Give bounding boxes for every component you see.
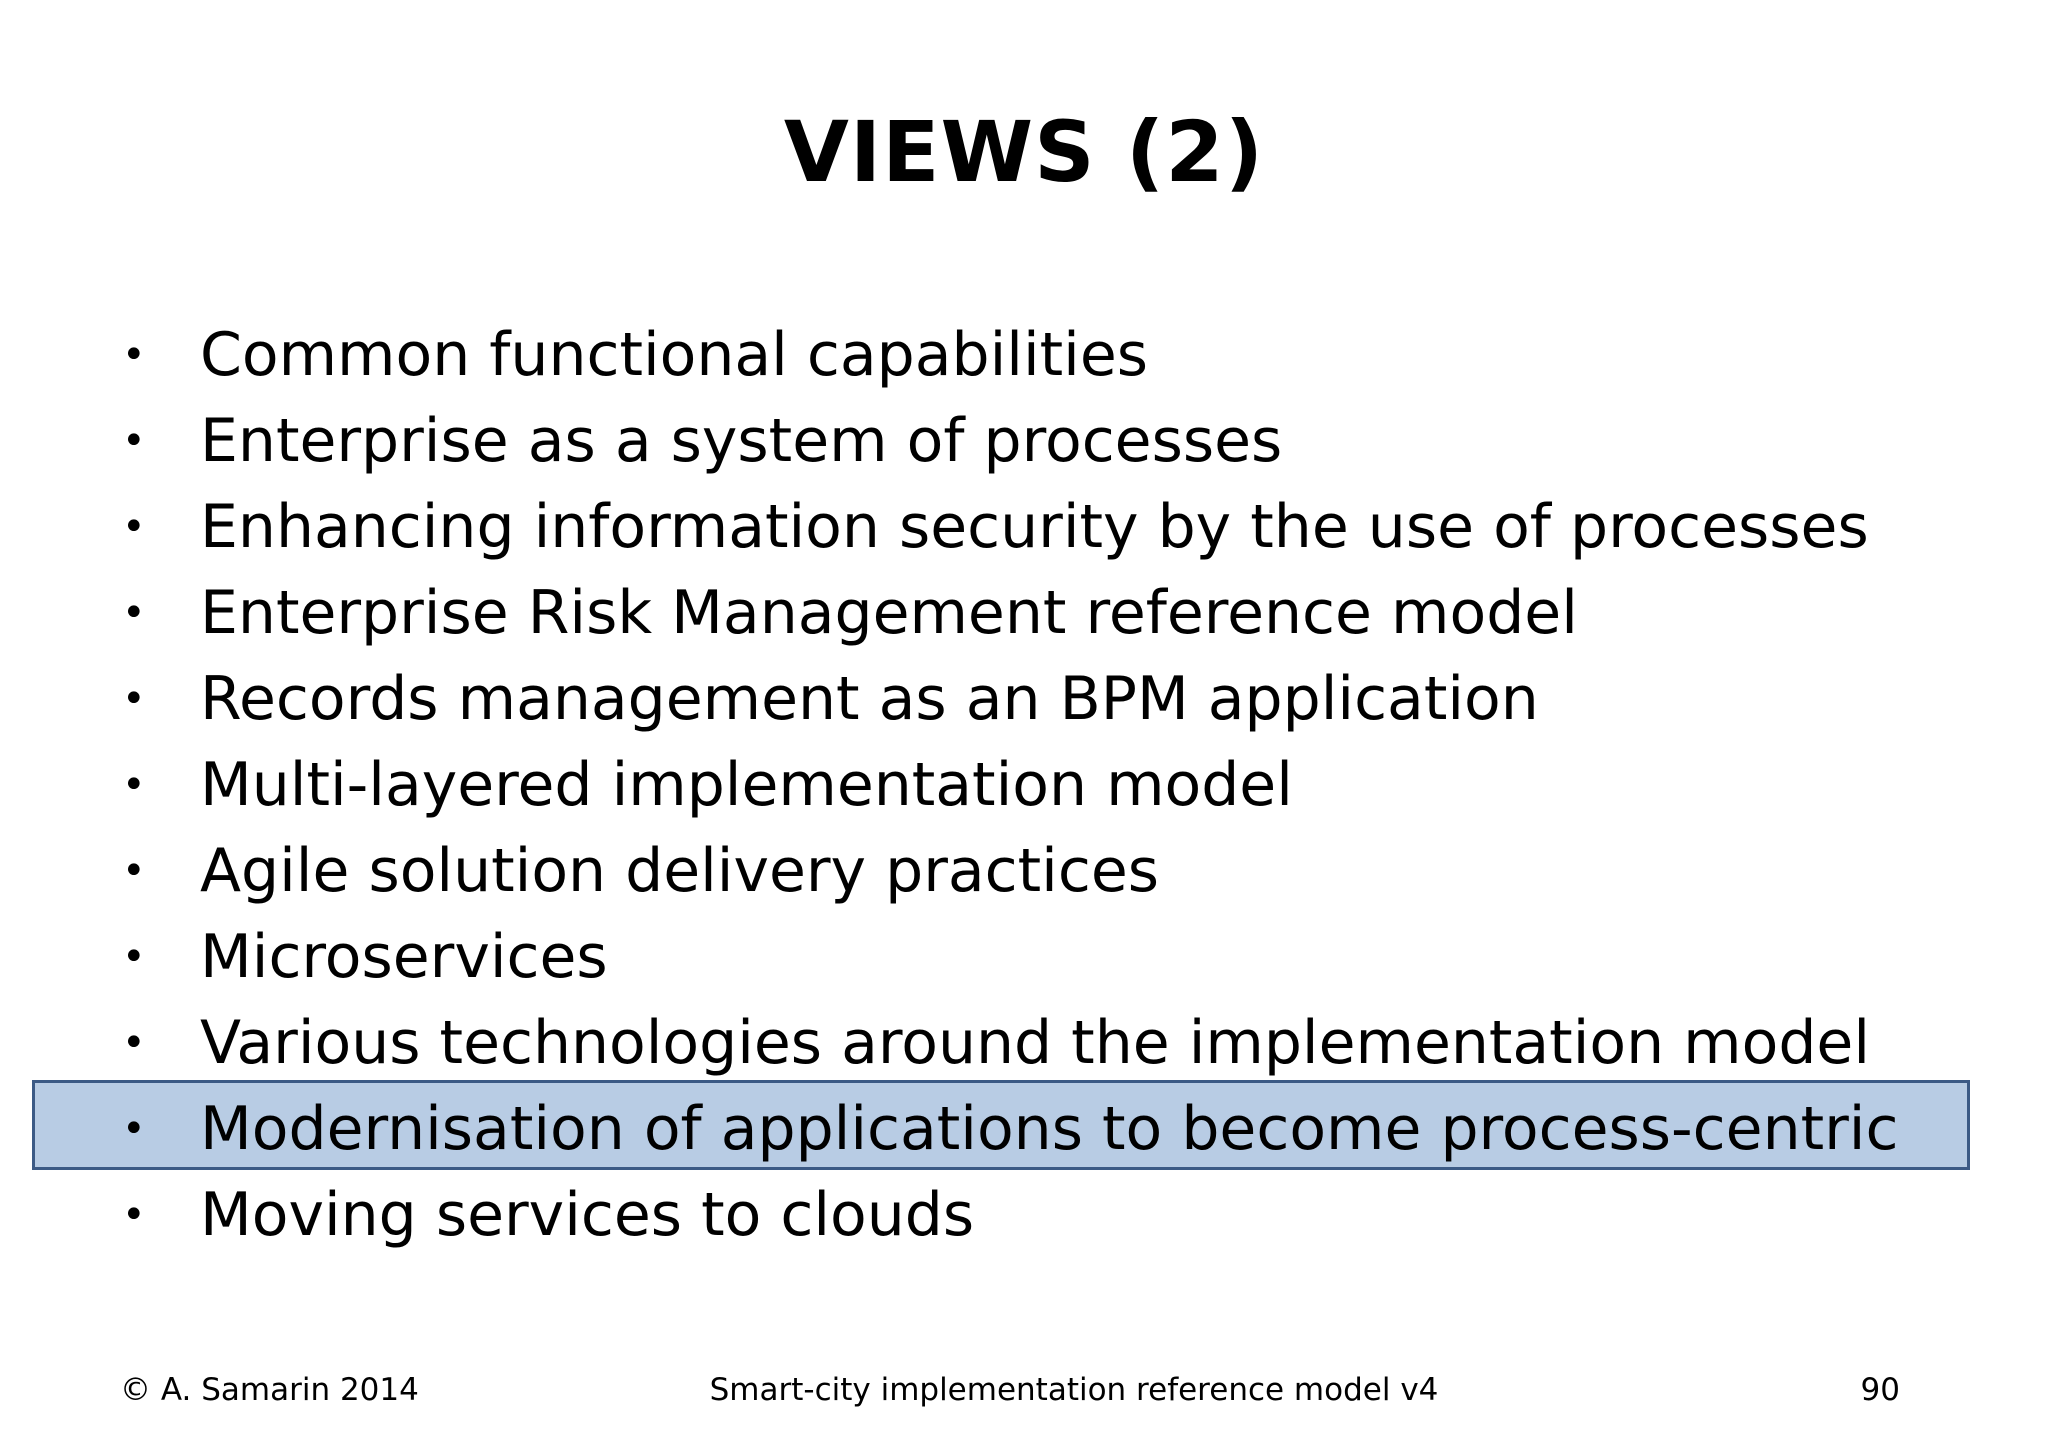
bullet-text: Modernisation of applications to become process-centric xyxy=(200,1094,1899,1164)
bullet-text: Common functional capabilities xyxy=(200,320,1148,390)
bullet-dot-icon: • xyxy=(122,848,146,894)
bullet-item xyxy=(0,742,2048,828)
bullet-dot-icon: • xyxy=(122,1020,146,1066)
bullet-item xyxy=(0,914,2048,1000)
bullet-dot-icon: • xyxy=(122,762,146,808)
footer-copyright: © A. Samarin 2014 xyxy=(120,1372,419,1408)
footer-presentation-title: Smart-city implementation reference model v4 xyxy=(709,1372,1439,1408)
bullet-item xyxy=(0,828,2048,914)
bullet-text: Enhancing information security by the use of processes xyxy=(200,492,1869,562)
bullet-text: Microservices xyxy=(200,922,608,992)
bullet-item xyxy=(0,570,2048,656)
bullet-item xyxy=(0,398,2048,484)
bullet-dot-icon: • xyxy=(122,934,146,980)
bullet-text: Records management as an BPM application xyxy=(200,664,1539,734)
bullet-text: Agile solution delivery practices xyxy=(200,836,1160,906)
bullet-text: Multi-layered implementation model xyxy=(200,750,1293,820)
bullet-dot-icon: • xyxy=(122,590,146,636)
bullet-text: Enterprise as a system of processes xyxy=(200,406,1283,476)
bullet-list xyxy=(0,312,2048,1258)
bullet-text: Moving services to clouds xyxy=(200,1180,975,1250)
bullet-item-highlighted xyxy=(0,1086,2048,1172)
bullet-dot-icon: • xyxy=(122,332,146,378)
bullet-item xyxy=(0,1172,2048,1258)
bullet-item xyxy=(0,1000,2048,1086)
bullet-text: Enterprise Risk Management reference model xyxy=(200,578,1578,648)
bullet-item xyxy=(0,312,2048,398)
bullet-dot-icon: • xyxy=(122,418,146,464)
bullet-dot-icon: • xyxy=(122,676,146,722)
bullet-item xyxy=(0,656,2048,742)
bullet-dot-icon: • xyxy=(122,504,146,550)
bullet-text: Various technologies around the implementation model xyxy=(200,1008,1871,1078)
footer-page-number: 90 xyxy=(1860,1372,1900,1408)
bullet-dot-icon: • xyxy=(122,1192,146,1238)
bullet-item xyxy=(0,484,2048,570)
slide-title: VIEWS (2) xyxy=(783,103,1265,201)
bullet-dot-icon: • xyxy=(122,1106,146,1152)
